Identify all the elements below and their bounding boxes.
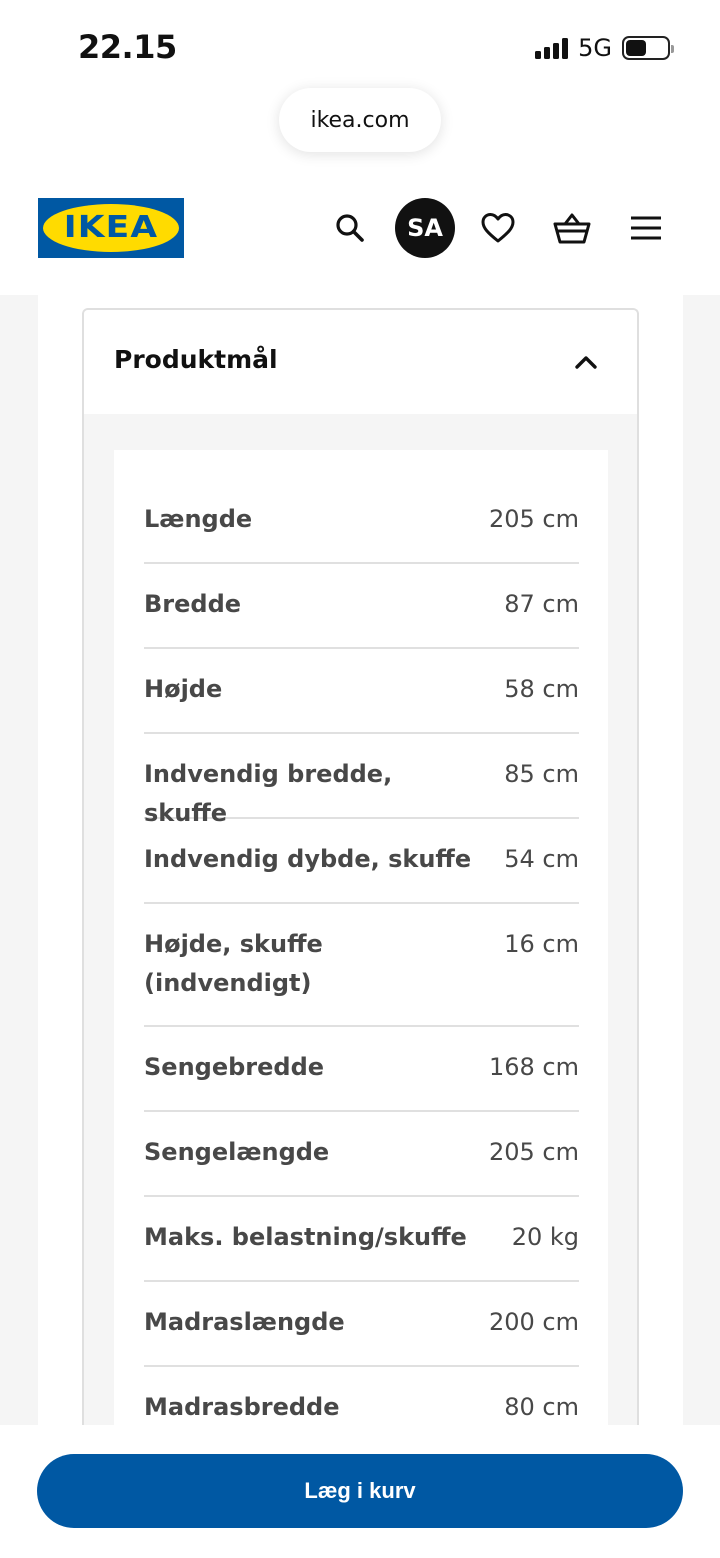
dimension-row: [144, 1303, 579, 1367]
dimension-row: [144, 500, 579, 564]
add-to-cart-button[interactable]: Læg i kurv: [37, 1454, 683, 1528]
dimension-row: [144, 925, 579, 1027]
battery-icon: [622, 36, 670, 60]
basket-icon[interactable]: [542, 198, 602, 258]
dimension-value: 87 cm: [504, 590, 579, 618]
dimension-row: [144, 1218, 579, 1282]
dimension-row: [144, 585, 579, 649]
network-label: 5G: [578, 34, 612, 62]
dimension-value: 200 cm: [488, 1308, 579, 1336]
accordion-title: Produktmål: [114, 345, 278, 374]
dimension-label: Maks. belastning/skuffe: [144, 1223, 467, 1251]
url-text: ikea.com: [310, 107, 410, 133]
status-time: 22.15: [78, 28, 177, 66]
accordion-header[interactable]: [84, 310, 637, 414]
avatar-initials: SA: [407, 214, 443, 242]
dimension-value: 16 cm: [504, 930, 579, 958]
dimension-label: Indvendig dybde, skuffe: [144, 845, 472, 873]
search-icon[interactable]: [320, 198, 380, 258]
dimension-value: 80 cm: [504, 1393, 579, 1421]
url-bar[interactable]: [279, 88, 441, 152]
bottom-action-bar: [0, 1425, 720, 1558]
dimension-row: [144, 1048, 579, 1112]
dimension-value: 20 kg: [511, 1223, 579, 1251]
logo-wordmark: IKEA: [63, 210, 159, 245]
chevron-up-icon: [571, 350, 601, 374]
dimension-row: [144, 1388, 579, 1425]
dimension-value: 54 cm: [504, 845, 579, 873]
ikea-logo[interactable]: [38, 198, 184, 258]
status-indicators: [535, 34, 670, 62]
dimension-label: Indvendig bredde, skuffe: [144, 760, 393, 827]
dimension-row: [144, 755, 579, 827]
dimension-label: Madrasbredde: [144, 1393, 340, 1421]
dimension-value: 58 cm: [504, 675, 579, 703]
dimension-value: 205 cm: [488, 505, 579, 533]
product-dimensions-accordion: [82, 308, 639, 1425]
dimensions-list: [114, 450, 608, 1425]
signal-icon: [535, 37, 568, 59]
heart-icon[interactable]: [468, 198, 528, 258]
dimension-label: Sengebredde: [144, 1053, 325, 1081]
site-header: [0, 170, 720, 295]
dimension-label: Højde: [144, 675, 223, 703]
dimension-value: 205 cm: [488, 1138, 579, 1166]
dimension-label: Højde, skuffe (indvendigt): [144, 930, 323, 997]
dimension-row: [144, 670, 579, 734]
dimension-row: [144, 840, 579, 904]
status-bar: [0, 0, 720, 90]
dimension-row: [144, 1133, 579, 1197]
dimension-label: Madraslængde: [144, 1308, 345, 1336]
dimension-label: Sengelængde: [144, 1138, 330, 1166]
menu-icon[interactable]: [616, 198, 676, 258]
dimension-label: Bredde: [144, 590, 242, 618]
dimension-label: Længde: [144, 505, 253, 533]
dimension-value: 168 cm: [488, 1053, 579, 1081]
user-avatar[interactable]: [395, 198, 455, 258]
dimension-value: 85 cm: [504, 760, 579, 788]
